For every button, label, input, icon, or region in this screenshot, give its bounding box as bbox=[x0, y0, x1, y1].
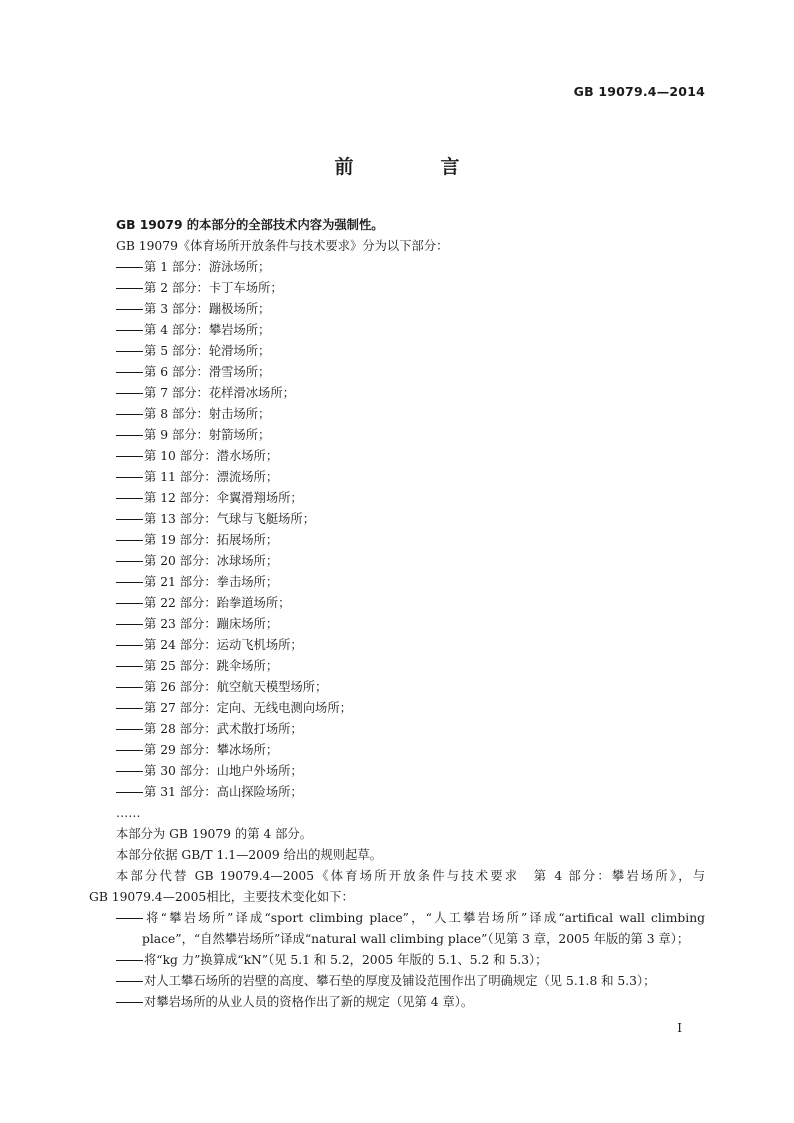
part-list-item bbox=[89, 404, 705, 425]
em-dash bbox=[116, 624, 143, 625]
part-list-item bbox=[89, 299, 705, 320]
part-list-item-text: 第 30 部分：山地户外场所； bbox=[144, 764, 303, 778]
part-list-item bbox=[89, 761, 705, 782]
em-dash bbox=[116, 519, 143, 520]
part-list-item-text: 第 26 部分：航空航天模型场所； bbox=[144, 680, 328, 694]
page-title: 前 言 bbox=[334, 156, 494, 178]
part-list-item-text: 第 25 部分：跳伞场所； bbox=[144, 659, 279, 673]
change-item bbox=[89, 971, 705, 992]
part-list-item-text: 第 6 部分：滑雪场所； bbox=[144, 365, 271, 379]
part-list-item bbox=[89, 614, 705, 635]
change-item-continuation: place”，“自然攀岩场所”译成“natural wall climbing place”（见第 3 章，2005 年版的第 3 章）； bbox=[142, 932, 690, 946]
em-dash bbox=[116, 456, 143, 457]
part-list-item bbox=[89, 362, 705, 383]
change-item bbox=[89, 908, 705, 929]
part-list-item bbox=[89, 551, 705, 572]
part-list-item-text: 第 11 部分：漂流场所； bbox=[144, 470, 279, 484]
em-dash bbox=[116, 750, 143, 751]
change-item-text: 对人工攀石场所的岩壁的高度、攀石垫的厚度及铺设范围作出了明确规定（见 5.1.8 和 5.3）； bbox=[144, 974, 656, 988]
part-list-item bbox=[89, 467, 705, 488]
em-dash bbox=[116, 393, 143, 394]
em-dash bbox=[116, 771, 143, 772]
em-dash bbox=[116, 351, 143, 352]
part-list-item bbox=[89, 698, 705, 719]
part-list-item bbox=[89, 383, 705, 404]
part-list-item bbox=[89, 530, 705, 551]
this-part-statement: 本部分为 GB 19079 的第 4 部分。 bbox=[116, 827, 313, 841]
part-list-item-text: 第 19 部分：拓展场所； bbox=[144, 533, 279, 547]
part-list-item-text: 第 2 部分：卡丁车场所； bbox=[144, 281, 283, 295]
part-list-item-text: 第 20 部分：冰球场所； bbox=[144, 554, 279, 568]
em-dash bbox=[116, 477, 143, 478]
page-number: I bbox=[677, 1021, 682, 1035]
em-dash bbox=[116, 603, 143, 604]
part-list-item-text: 第 24 部分：运动飞机场所； bbox=[144, 638, 303, 652]
part-list-item-text: 第 23 部分：蹦床场所； bbox=[144, 617, 279, 631]
part-list-item-text: 第 13 部分：气球与飞艇场所； bbox=[144, 512, 316, 526]
part-list-item bbox=[89, 719, 705, 740]
part-list-item bbox=[89, 677, 705, 698]
part-list-item-text: 第 31 部分：高山探险场所； bbox=[144, 785, 303, 799]
em-dash bbox=[116, 918, 143, 919]
part-list-item-text: 第 9 部分：射箭场所； bbox=[144, 428, 271, 442]
change-item bbox=[89, 992, 705, 1013]
part-list-item-text: 第 5 部分：轮滑场所； bbox=[144, 344, 271, 358]
em-dash bbox=[116, 288, 143, 289]
part-list-item bbox=[89, 593, 705, 614]
part-list-item-text: 第 1 部分：游泳场所； bbox=[144, 260, 271, 274]
em-dash bbox=[116, 960, 143, 961]
em-dash bbox=[116, 540, 143, 541]
em-dash bbox=[116, 981, 143, 982]
part-list-item-text: 第 12 部分：伞翼滑翔场所； bbox=[144, 491, 303, 505]
em-dash bbox=[116, 645, 143, 646]
drafting-statement: 本部分依据 GB/T 1.1—2009 给出的规则起草。 bbox=[116, 848, 382, 862]
em-dash bbox=[116, 498, 143, 499]
parts-list bbox=[89, 257, 705, 803]
part-list-item bbox=[89, 572, 705, 593]
em-dash bbox=[116, 666, 143, 667]
em-dash bbox=[116, 792, 143, 793]
part-list-item bbox=[89, 425, 705, 446]
foreword-body bbox=[89, 215, 705, 1013]
part-list-item bbox=[89, 446, 705, 467]
part-list-item-text: 第 4 部分：攀岩场所； bbox=[144, 323, 271, 337]
part-list-item bbox=[89, 782, 705, 803]
part-list-item-text: 第 8 部分：射击场所； bbox=[144, 407, 271, 421]
part-list-item bbox=[89, 320, 705, 341]
em-dash bbox=[116, 414, 143, 415]
part-list-item bbox=[89, 341, 705, 362]
standard-code: GB 19079.4—2014 bbox=[573, 84, 705, 99]
part-list-item-text: 第 28 部分：武术散打场所； bbox=[144, 722, 303, 736]
em-dash bbox=[116, 267, 143, 268]
em-dash bbox=[116, 561, 143, 562]
change-item-text: 将“kg 力”换算成“kN”（见 5.1 和 5.2，2005 年版的 5.1、5.2 和 5.3）； bbox=[144, 953, 548, 967]
part-list-item bbox=[89, 635, 705, 656]
part-list-item-text: 第 27 部分：定向、无线电测向场所； bbox=[144, 701, 352, 715]
em-dash bbox=[116, 372, 143, 373]
em-dash bbox=[116, 708, 143, 709]
em-dash bbox=[116, 687, 143, 688]
em-dash bbox=[116, 309, 143, 310]
parts-intro: GB 19079《体育场所开放条件与技术要求》分为以下部分： bbox=[116, 239, 449, 253]
change-item-text: 将“攀岩场所”译成“sport climbing place”，“人工攀岩场所”译成“artifical wall climbing bbox=[144, 911, 705, 925]
part-list-item bbox=[89, 509, 705, 530]
part-list-item-text: 第 7 部分：花样滑冰场所； bbox=[144, 386, 295, 400]
em-dash bbox=[116, 729, 143, 730]
replaces-statement-line-1: 本部分代替 GB 19079.4—2005《体育场所开放条件与技术要求 第 4 部分：攀岩场所》，与 bbox=[116, 869, 705, 883]
change-item-text: 对攀岩场所的从业人员的资格作出了新的规定（见第 4 章）。 bbox=[144, 995, 474, 1009]
part-list-item bbox=[89, 257, 705, 278]
part-list-item-text: 第 21 部分：拳击场所； bbox=[144, 575, 279, 589]
em-dash bbox=[116, 582, 143, 583]
part-list-item bbox=[89, 740, 705, 761]
ellipsis: …… bbox=[116, 806, 141, 820]
change-item bbox=[89, 950, 705, 971]
part-list-item-text: 第 22 部分：跆拳道场所； bbox=[144, 596, 291, 610]
part-list-item-text: 第 3 部分：蹦极场所； bbox=[144, 302, 271, 316]
em-dash bbox=[116, 1002, 143, 1003]
part-list-item-text: 第 10 部分：潜水场所； bbox=[144, 449, 279, 463]
em-dash bbox=[116, 435, 143, 436]
replaces-statement-line-2: GB 19079.4—2005相比，主要技术变化如下： bbox=[89, 890, 354, 904]
part-list-item bbox=[89, 278, 705, 299]
em-dash bbox=[116, 330, 143, 331]
part-list-item bbox=[89, 488, 705, 509]
part-list-item bbox=[89, 656, 705, 677]
part-list-item-text: 第 29 部分：攀冰场所； bbox=[144, 743, 279, 757]
mandatory-statement: GB 19079 的本部分的全部技术内容为强制性。 bbox=[116, 218, 384, 232]
